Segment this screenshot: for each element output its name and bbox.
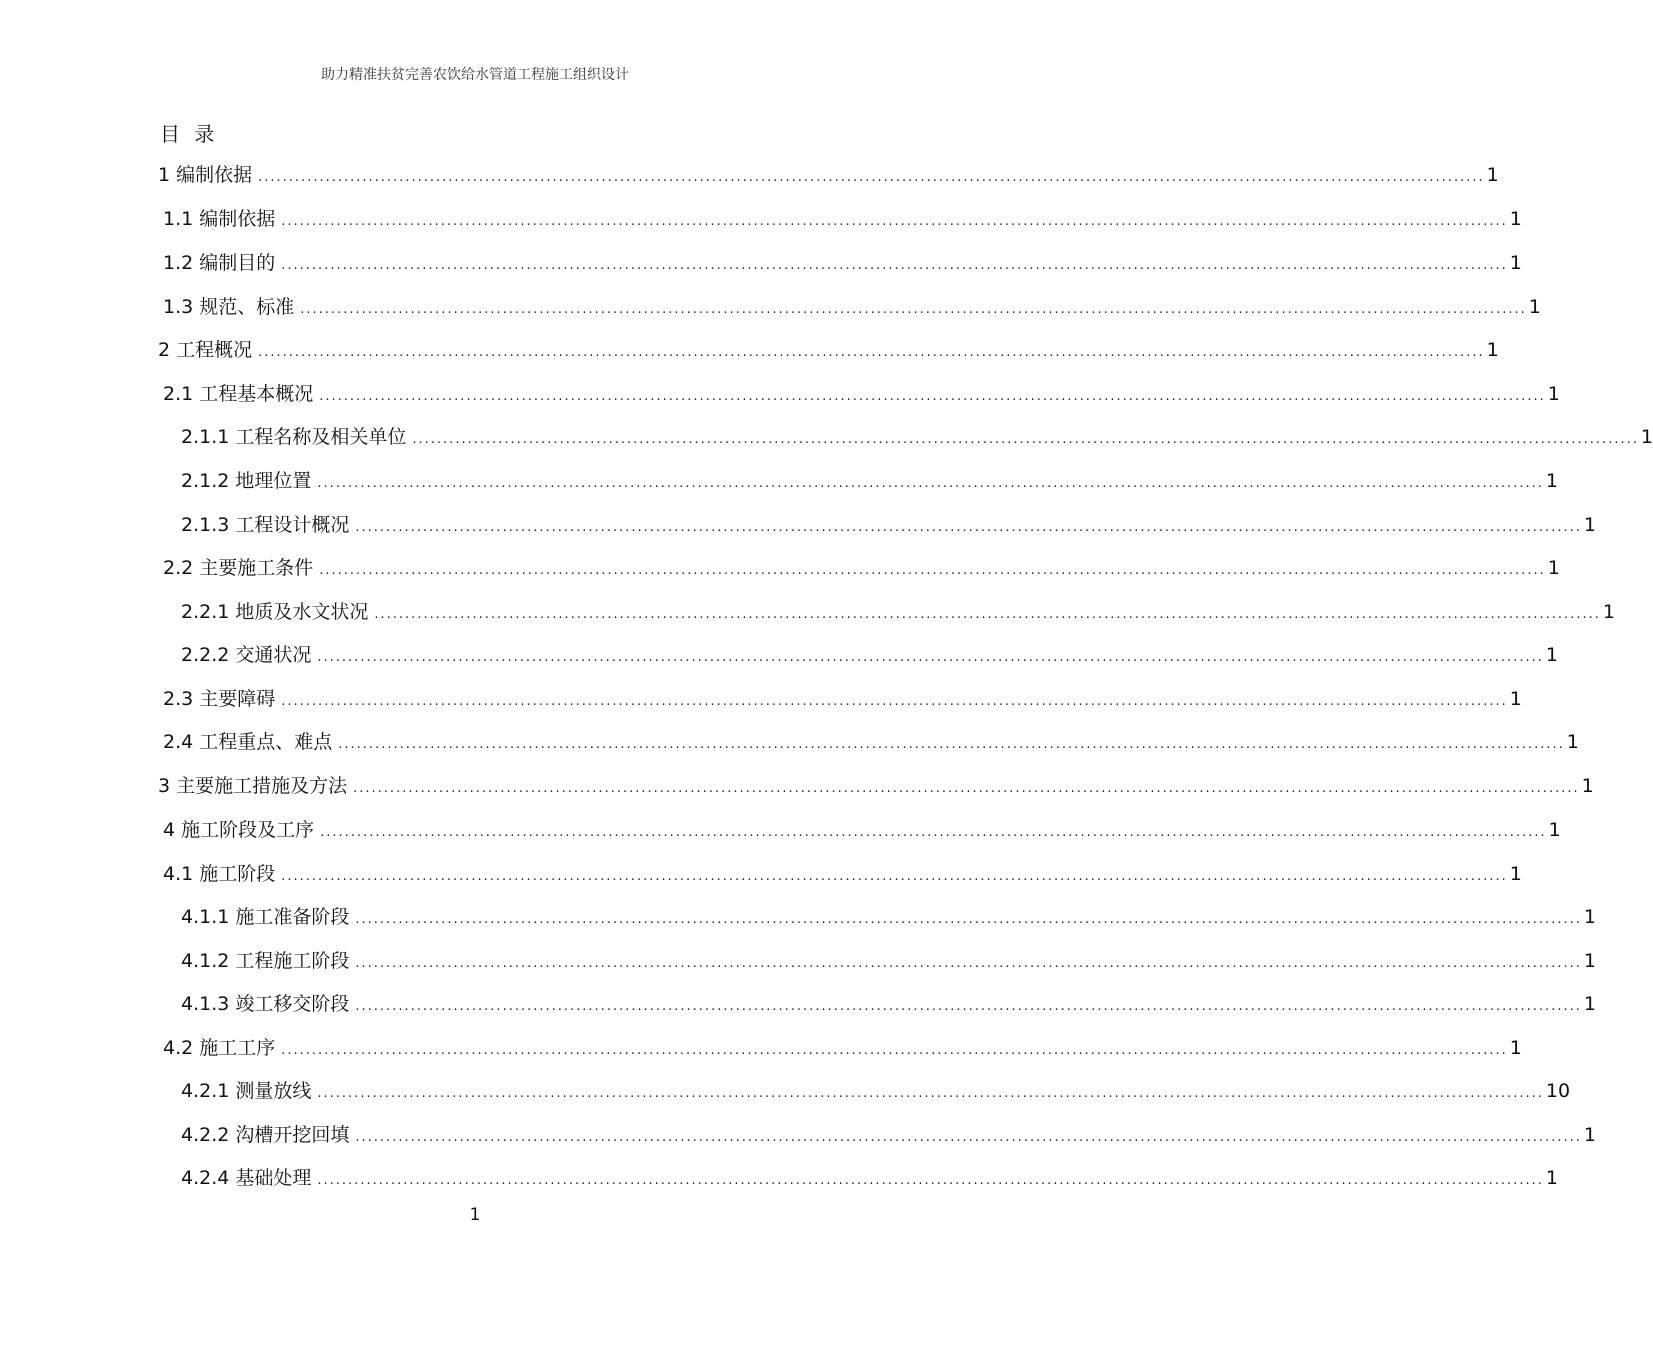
toc-entry[interactable] bbox=[181, 1166, 1558, 1190]
toc-entry-label: 2.2.2 交通状况 bbox=[181, 644, 312, 666]
toc-entry-page: 1 bbox=[1602, 601, 1615, 623]
toc-entry[interactable] bbox=[181, 469, 1558, 493]
toc-entry-label: 4.1.1 施工准备阶段 bbox=[181, 906, 350, 928]
toc-entry[interactable] bbox=[158, 774, 1594, 798]
toc-entry-label: 2.4 工程重点、难点 bbox=[163, 731, 333, 753]
toc-leader-dots: ........................................................................................................................................................................................................ bbox=[412, 432, 1639, 447]
toc-entry-label: 2.2 主要施工条件 bbox=[163, 557, 314, 579]
toc-entry-page: 1 bbox=[1509, 1037, 1522, 1059]
toc-entry-label: 2.1.1 工程名称及相关单位 bbox=[181, 426, 407, 448]
toc-entry-label: 4.1.3 竣工移交阶段 bbox=[181, 993, 350, 1015]
toc-leader-dots: ........................................................................................................................................................................................................ bbox=[317, 650, 1544, 665]
toc-leader-dots: ........................................................................................................................................................................................................ bbox=[353, 781, 1580, 796]
toc-entry-label: 3 主要施工措施及方法 bbox=[158, 775, 348, 797]
toc-entry-page: 1 bbox=[1509, 208, 1522, 230]
toc-entry[interactable] bbox=[163, 862, 1522, 886]
toc-leader-dots: ........................................................................................................................................................................................................ bbox=[281, 258, 1508, 273]
toc-entry-label: 4.2.1 测量放线 bbox=[181, 1080, 312, 1102]
toc-leader-dots: ........................................................................................................................................................................................................ bbox=[281, 214, 1508, 229]
toc-leader-dots: ........................................................................................................................................................................................................ bbox=[338, 737, 1565, 752]
toc-leader-dots: ........................................................................................................................................................................................................ bbox=[355, 999, 1582, 1014]
page-header: 助力精准扶贫完善农饮给水管道工程施工组织设计 bbox=[321, 67, 629, 83]
toc-entry-label: 1.3 规范、标准 bbox=[163, 296, 295, 318]
toc-leader-dots: ........................................................................................................................................................................................................ bbox=[281, 1043, 1508, 1058]
toc-leader-dots: ........................................................................................................................................................................................................ bbox=[317, 1173, 1544, 1188]
toc-entry-label: 2.1 工程基本概况 bbox=[163, 383, 314, 405]
page-number: 1 bbox=[469, 1205, 481, 1225]
toc-leader-dots: ........................................................................................................................................................................................................ bbox=[320, 825, 1547, 840]
toc-entry-label: 2.2.1 地质及水文状况 bbox=[181, 601, 369, 623]
toc-leader-dots: ........................................................................................................................................................................................................ bbox=[319, 563, 1546, 578]
toc-leader-dots: ........................................................................................................................................................................................................ bbox=[281, 694, 1508, 709]
toc-entry-page: 1 bbox=[1548, 819, 1561, 841]
toc-entry-label: 2.1.3 工程设计概况 bbox=[181, 514, 350, 536]
toc-leader-dots: ........................................................................................................................................................................................................ bbox=[355, 956, 1582, 971]
toc-leader-dots: ........................................................................................................................................................................................................ bbox=[258, 170, 1485, 185]
toc-entry-page: 1 bbox=[1509, 688, 1522, 710]
toc-entry[interactable] bbox=[181, 905, 1596, 929]
toc-entry-page: 1 bbox=[1528, 296, 1541, 318]
toc-entry[interactable] bbox=[163, 207, 1522, 231]
toc-leader-dots: ........................................................................................................................................................................................................ bbox=[317, 476, 1544, 491]
toc-entry-label: 4.2.2 沟槽开挖回填 bbox=[181, 1124, 350, 1146]
toc-leader-dots: ........................................................................................................................................................................................................ bbox=[258, 345, 1485, 360]
toc-entry[interactable] bbox=[158, 338, 1499, 362]
toc-entry[interactable] bbox=[181, 425, 1653, 449]
toc-entry-page: 1 bbox=[1509, 863, 1522, 885]
toc-entry-page: 1 bbox=[1583, 906, 1596, 928]
toc-entry[interactable] bbox=[163, 382, 1560, 406]
toc-entry[interactable] bbox=[181, 643, 1558, 667]
toc-entry[interactable] bbox=[181, 992, 1596, 1016]
toc-entry-label: 1 编制依据 bbox=[158, 164, 253, 186]
toc-entry-label: 4.2 施工工序 bbox=[163, 1037, 276, 1059]
toc-entry-page: 1 bbox=[1583, 993, 1596, 1015]
toc-entry-page: 1 bbox=[1545, 1167, 1558, 1189]
toc-entry[interactable] bbox=[181, 1079, 1571, 1103]
toc-entry-page: 1 bbox=[1583, 950, 1596, 972]
toc-entry[interactable] bbox=[181, 513, 1596, 537]
toc-entry[interactable] bbox=[181, 1123, 1596, 1147]
toc-entry[interactable] bbox=[163, 556, 1560, 580]
toc-entry-label: 2.3 主要障碍 bbox=[163, 688, 276, 710]
toc-leader-dots: ........................................................................................................................................................................................................ bbox=[300, 302, 1527, 317]
toc-entry-label: 4.2.4 基础处理 bbox=[181, 1167, 312, 1189]
toc-entry-label: 1.2 编制目的 bbox=[163, 252, 276, 274]
toc-entry[interactable] bbox=[163, 730, 1579, 754]
toc-leader-dots: ........................................................................................................................................................................................................ bbox=[355, 520, 1582, 535]
toc-entry-page: 1 bbox=[1547, 557, 1560, 579]
toc-entry[interactable] bbox=[163, 687, 1522, 711]
toc-entry-page: 1 bbox=[1583, 514, 1596, 536]
toc-entry-page: 1 bbox=[1486, 164, 1499, 186]
toc-leader-dots: ........................................................................................................................................................................................................ bbox=[374, 607, 1601, 622]
toc-leader-dots: ........................................................................................................................................................................................................ bbox=[319, 389, 1546, 404]
toc-title: 目 录 bbox=[160, 122, 219, 146]
toc-leader-dots: ........................................................................................................................................................................................................ bbox=[281, 869, 1508, 884]
toc-entry[interactable] bbox=[158, 163, 1499, 187]
toc-entry-page: 1 bbox=[1545, 470, 1558, 492]
toc-entry-page: 1 bbox=[1583, 1124, 1596, 1146]
toc-entry-page: 1 bbox=[1640, 426, 1653, 448]
toc-leader-dots: ........................................................................................................................................................................................................ bbox=[317, 1086, 1544, 1101]
toc-entry[interactable] bbox=[163, 251, 1522, 275]
toc-entry[interactable] bbox=[163, 818, 1561, 842]
toc-entry[interactable] bbox=[163, 1036, 1522, 1060]
toc-entry-page: 1 bbox=[1581, 775, 1594, 797]
toc-entry[interactable] bbox=[181, 949, 1596, 973]
toc-entry-page: 1 bbox=[1547, 383, 1560, 405]
toc-entry-label: 1.1 编制依据 bbox=[163, 208, 276, 230]
toc-leader-dots: ........................................................................................................................................................................................................ bbox=[355, 912, 1582, 927]
toc-entry[interactable] bbox=[181, 600, 1615, 624]
toc-entry-label: 4 施工阶段及工序 bbox=[163, 819, 315, 841]
toc-entry-label: 2.1.2 地理位置 bbox=[181, 470, 312, 492]
toc-entry-page: 1 bbox=[1566, 731, 1579, 753]
toc-entry-page: 1 bbox=[1509, 252, 1522, 274]
toc-entry-label: 4.1 施工阶段 bbox=[163, 863, 276, 885]
toc-leader-dots: ........................................................................................................................................................................................................ bbox=[355, 1130, 1582, 1145]
toc-entry-label: 4.1.2 工程施工阶段 bbox=[181, 950, 350, 972]
toc-entry-label: 2 工程概况 bbox=[158, 339, 253, 361]
toc-entry-page: 1 bbox=[1545, 644, 1558, 666]
toc-entry[interactable] bbox=[163, 295, 1541, 319]
toc-entry-page: 1 bbox=[1486, 339, 1499, 361]
toc-entry-page: 10 bbox=[1545, 1080, 1571, 1102]
